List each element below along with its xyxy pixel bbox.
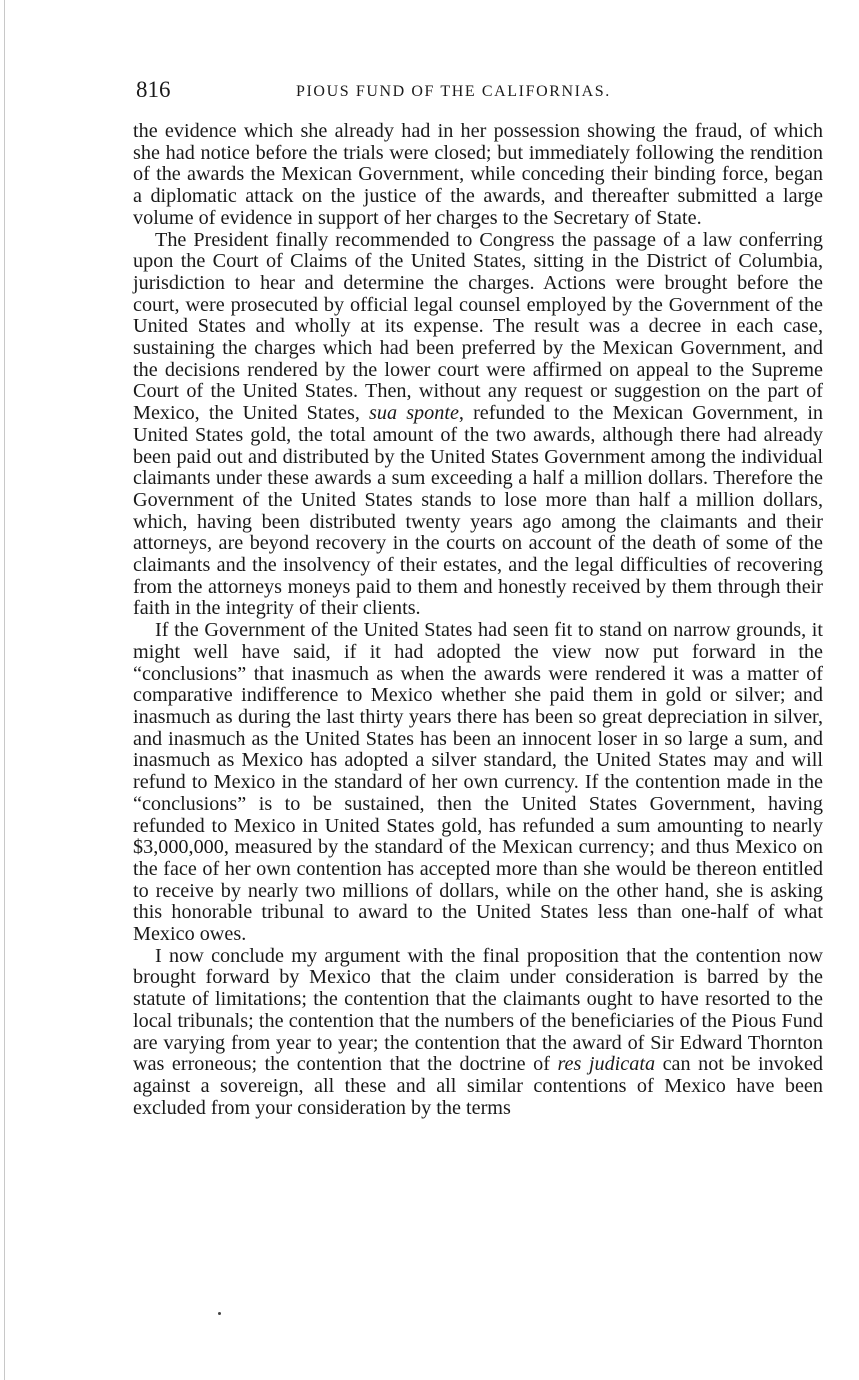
italic-phrase: sua sponte	[369, 402, 459, 425]
paragraph-text: , refunded to the Mexican Government, in United States gold, the total amount of the two awards, although there had already been paid out and distributed by the United States Government among the individual claimants under these awards a sum exceeding a half a million dollars. Therefore the Government of the United States stands to lose more than half a million dollars, which, having been distributed twenty years ago among the claimants and their attorneys, are beyond recovery in the courts on account of the death of some of the claimants and the insolvency of their estates, and the legal difficulties of recovering from the attorneys moneys paid to them and honestly received by them through their faith in the integrity of their clients.	[133, 402, 824, 620]
paragraph-conclusion	[133, 946, 823, 1120]
italic-phrase: res judicata	[557, 1053, 656, 1076]
paragraph-continuation	[133, 121, 823, 230]
paragraph-text: I now conclude my argument with the final proposition that the contention now brought forward by Mexico that the claim under consideration is barred by the statute of limitations; the contention that the claimants ought to have resorted to the local tribunals; the contention that the numbers of the beneficiaries of the Pious Fund are varying from year to year; the contention that the award of Sir Edward Thornton was erroneous; the contention that the doctrine of	[133, 944, 823, 1076]
page-header	[136, 76, 822, 106]
ink-speck	[218, 1312, 221, 1315]
running-title: PIOUS FUND OF THE CALIFORNIAS.	[296, 83, 611, 100]
paragraph-narrow-grounds	[133, 620, 823, 946]
paragraph-text: If the Government of the United States had seen fit to stand on narrow grounds, it might well have said, if it had adopted the view now put forward in the “conclusions” that inasmuch as when the awards were rendered it was a matter of comparative indifference to Mexico whether she paid them in gold or silver; and inasmuch as during the last thirty years there has been so great depreciation in silver, and inasmuch as the United States has been an innocent loser in so large a sum, and inasmuch as Mexico has adopted a silver standard, the United States may and will refund to Mexico in the standard of her own currency. If the contention made in the “conclusions” is to be sustained, then the United States Government, having refunded to Mexico in United States gold, has refunded a sum amounting to nearly $3,000,000, measured by the standard of the Mexican currency; and thus Mexico on the face of her own contention has accepted more than she would be thereon entitled to receive by nearly two millions of dollars, while on the other hand, she is asking this honorable tribunal to award to the United States less than one-half of what Mexico owes.	[133, 619, 823, 946]
paragraph-president-recommendation	[133, 230, 823, 621]
paragraph-text: can not be invoked against a sovereign, all these and all similar contentions of Mexico have been excluded from your consideration by the terms	[133, 1053, 824, 1119]
paragraph-text: the evidence which she already had in her possession showing the fraud, of which she had notice before the trials were closed; but immediately following the rendition of the awards the Mexican Government, while conceding their binding force, began a diplomatic attack on the justice of the awards, and thereafter submitted a large volume of evidence in support of her charges to the Secretary of State.	[133, 120, 823, 229]
page-number: 816	[136, 77, 171, 102]
paragraph-text: The President finally recommended to Congress the passage of a law conferring upon the Court of Claims of the United States, sitting in the District of Columbia, jurisdiction to hear and determine the charges. Actions were brought before the court, were prosecuted by official legal counsel employed by the Government of the United States and wholly at its expense. The result was a decree in each case, sustaining the charges which had been preferred by the Mexican Government, and the decisions rendered by the lower court were affirmed on appeal to the Supreme Court of the United States. Then, without any request or suggestion on the part of Mexico, the United States,	[133, 228, 823, 425]
body-text	[133, 121, 823, 1119]
page-edge-line	[4, 0, 5, 1380]
